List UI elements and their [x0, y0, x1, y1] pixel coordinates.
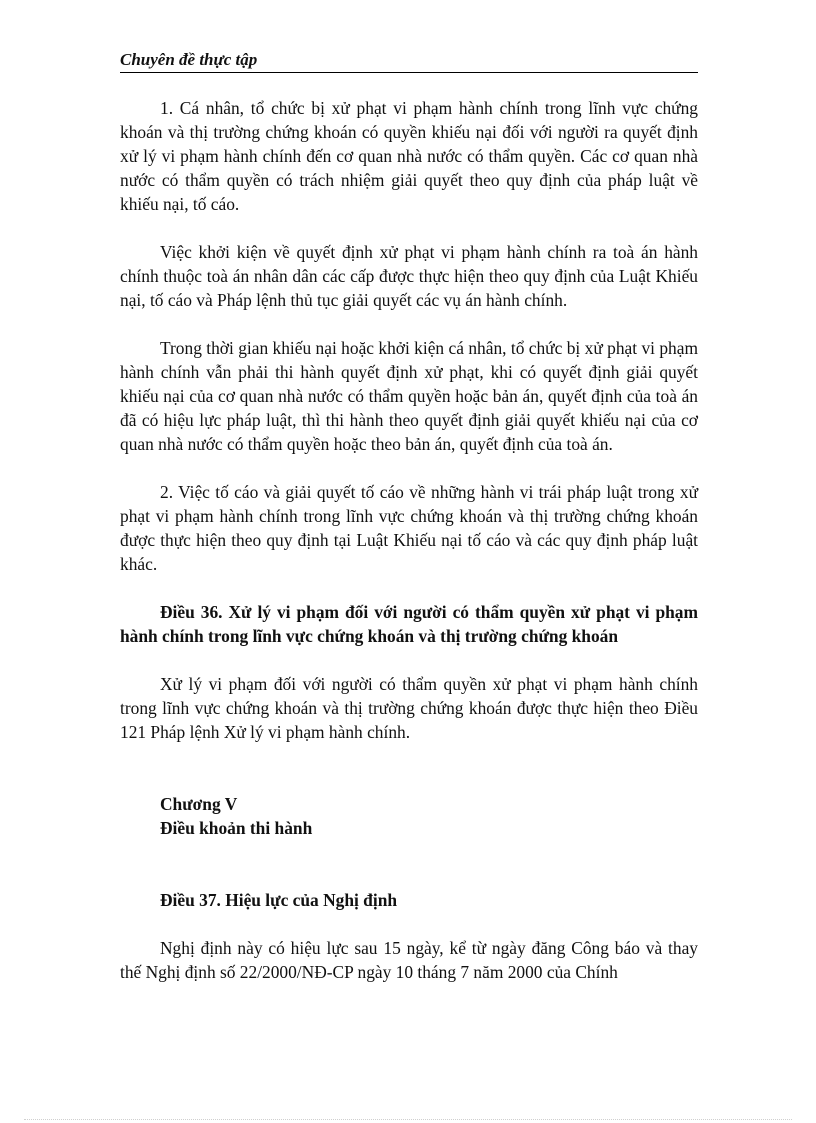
page-bottom-divider [24, 1119, 792, 1120]
paragraph-complaint-right: 1. Cá nhân, tổ chức bị xử phạt vi phạm hành chính trong lĩnh vực chứng khoán và thị trường chứng khoán có quyền khiếu nại đối với người ra quyết định xử lý vi phạm hành chính đến cơ quan nhà nước có thẩm quyền. Các cơ quan nhà nước có thẩm quyền có trách nhiệm giải quyết theo quy định của pháp luật về khiếu nại, tố cáo. [120, 98, 698, 214]
paragraph-article-36: Xử lý vi phạm đối với người có thẩm quyền xử phạt vi phạm hành chính trong lĩnh vực chứng khoán và thị trường chứng khoán được thực hiện theo Điều 121 Pháp lệnh Xử lý vi phạm hành chính. [120, 674, 698, 742]
paragraph-lawsuit: Việc khởi kiện về quyết định xử phạt vi phạm hành chính ra toà án hành chính thuộc toà án nhân dân các cấp được thực hiện theo quy định của Luật Khiếu nại, tố cáo và Pháp lệnh thủ tục giải quyết các vụ án hành chính. [120, 242, 698, 310]
chapter-title: Điều khoản thi hành [160, 818, 313, 838]
article-36-title: Điều 36. Xử lý vi phạm đối với người có thẩm quyền xử phạt vi phạm hành chính trong lĩnh vực chứng khoán và thị trường chứng khoán [120, 602, 698, 646]
article-37-title: Điều 37. Hiệu lực của Nghị định [160, 890, 398, 910]
chapter-heading [120, 792, 698, 840]
document-body [120, 96, 698, 984]
header-title: Chuyên đề thực tập [120, 50, 258, 69]
paragraph-denunciation: 2. Việc tố cáo và giải quyết tố cáo về những hành vi trái pháp luật trong xử phạt vi phạm hành chính trong lĩnh vực chứng khoán và thị trường chứng khoán được thực hiện theo quy định tại Luật Khiếu nại tố cáo và các quy định pháp luật khác. [120, 482, 698, 574]
page-header [120, 50, 698, 73]
chapter-number: Chương V [160, 794, 238, 814]
paragraph-enforcement: Trong thời gian khiếu nại hoặc khởi kiện cá nhân, tổ chức bị xử phạt vi phạm hành chính vẫn phải thi hành quyết định xử phạt, khi có quyết định giải quyết khiếu nại của cơ quan nhà nước có thẩm quyền hoặc bản án, quyết định của toà án đã có hiệu lực pháp luật, thì thi hành theo quyết định giải quyết khiếu nại của cơ quan nhà nước có thẩm quyền hoặc theo bản án, quyết định của toà án. [120, 338, 698, 454]
paragraph-effectiveness: Nghị định này có hiệu lực sau 15 ngày, kể từ ngày đăng Công báo và thay thế Nghị định số 22/2000/NĐ-CP ngày 10 tháng 7 năm 2000 của Chính [120, 938, 698, 982]
